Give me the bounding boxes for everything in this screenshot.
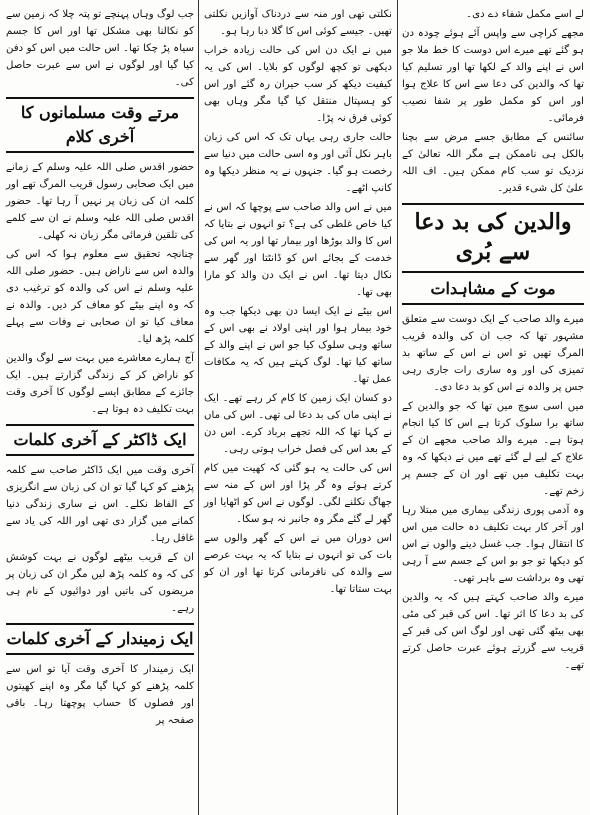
article-paragraph: مجھے کراچی سے واپس آئے ہوئے چودہ دن ہو گئے تھے میرے اس دوست کا خط ملا جو اس نے اپنے والد کے لکھا تھا اور تسلیم کیا تھا کہ والدین کی دعا سے اس کا علاج ہوا اور اس کو مکمل طور پر شفا نصیب فرمائی۔ <box>402 28 584 124</box>
section-headline: مرتے وقت مسلمانوں کا آخری کلام <box>20 103 180 146</box>
section-headline: ایک ڈاکٹر کے آخری کلمات <box>13 430 187 449</box>
article-paragraph: دو کسان ایک زمین کا کام کر رہے تھے۔ ایک نے اپنی ماں کی بد دعا لی تھی۔ اس کی ماں نے کہا تھا کہ اللہ تجھے برباد کرے۔ اس دن کے بعد اس کی فصل خراب ہوتی رہی۔ <box>204 393 392 455</box>
headline-box <box>6 97 194 153</box>
article-paragraph: میں نے اس والد صاحب سے پوچھا کہ اس نے کیا خاص غلطی کی ہے؟ تو انہوں نے بتایا کہ اس کا والد بوڑھا اور بیمار تھا اور یہ اس کی خدمت کے بجائے اس کو ڈانٹتا اور گھر سے نکال دیتا تھا۔ اس نے ایک دن والد کو مارا بھی تھا۔ <box>204 202 392 298</box>
article-paragraph: آج ہمارے معاشرے میں بہت سے لوگ والدین کو ناراض کر کے زندگی گزارتے ہیں۔ ایک جائزے کے مطابق ایسے لوگوں کا آخری وقت بہت تکلیف دہ ہوتا ہے۔ <box>6 353 194 415</box>
article-paragraph: میں نے ایک دن اس کی حالت زیادہ خراب دیکھی تو کچھ لوگوں کو بلایا۔ اس کی یہ کیفیت دیکھ کر سب حیران رہ گئے اور اس کو ہسپتال منتقل کیا گیا مگر وہاں بھی کوئی فرق نہ پڑا۔ <box>204 45 392 124</box>
article-paragraph: لے اسے مکمل شفاء دے دی۔ <box>466 9 584 20</box>
headline-box <box>6 623 194 655</box>
section-headline: موت کے مشاہدات <box>430 279 556 298</box>
column-divider <box>198 0 199 815</box>
article-paragraph: میں اسی سوچ میں تھا کہ جو والدین کے ساتھ برا سلوک کرتا ہے اس کا کیا انجام ہوتا ہے۔ میرے والد صاحب مجھے ان کے علاج کے لیے لے گئے تھے میں نے دیکھا کہ وہ بہت تکلیف میں تھے اور ان کے جسم پر زخم تھے۔ <box>402 401 584 497</box>
article-paragraph: ایک زمیندار کا آخری وقت آیا تو اس سے کلمہ پڑھنے کو کہا گیا مگر وہ اپنے کھیتوں اور فصلوں کا حساب پوچھتا رہا۔ باقی صفحہ پر <box>6 664 194 726</box>
article-paragraph: اس کی حالت یہ ہو گئی کہ کھیت میں کام کرتے ہوئے وہ گر پڑا اور اس کے منہ سے جھاگ نکلنے لگی۔ لوگوں نے اس کو اٹھایا اور گھر لے گئے مگر وہ جانبر نہ ہو سکا۔ <box>204 463 392 525</box>
article-paragraph: اس بیٹے نے ایک ایسا دن بھی دیکھا جب وہ خود بیمار ہوا اور اپنی اولاد نے بھی اس کے ساتھ وہی سلوک کیا جو اس نے اپنے والد کے ساتھ کیا تھا۔ لوگ کہتے ہیں کہ یہ مکافات عمل تھا۔ <box>204 306 392 385</box>
left-column <box>0 0 198 815</box>
article-paragraph: ان کے قریب بیٹھے لوگوں نے بہت کوشش کی کہ وہ کلمہ پڑھ لیں مگر ان کی زبان پر مریضوں کی باتیں اور دوائیوں کے نام ہی رہے۔ <box>6 552 194 614</box>
article-paragraph: چنانچہ تحقیق سے معلوم ہوا کہ اس کی والدہ اس سے ناراض ہیں۔ حضور صلی اللہ علیہ وسلم نے اس کی والدہ کو ترغیب دی کہ وہ اپنے بیٹے کو معاف کر دیں۔ والدہ نے معاف کیا تو ان صحابی نے وفات سے پہلے کلمہ پڑھ لیا۔ <box>6 249 194 345</box>
headline-divider <box>402 271 584 273</box>
article-paragraph: حالت جاری رہی یہاں تک کہ اس کی زبان باہر نکل آئی اور وہ اسی حالت میں دنیا سے رخصت ہو گیا۔ جنہوں نے یہ منظر دیکھا وہ کانپ اٹھے۔ <box>204 132 392 194</box>
right-column <box>398 0 590 815</box>
article-paragraph: میرے والد صاحب کہتے ہیں کہ یہ والدین کی بد دعا کا اثر تھا۔ اس کی قبر کی مٹی بھی بیٹھ گئی تھی اور لوگ اس کی قبر کے قریب سے گزرتے ہوئے عبرت حاصل کرتے تھے۔ <box>402 592 584 671</box>
middle-column <box>200 0 396 815</box>
article-paragraph: نکلتی تھی اور منہ سے دردناک آوازیں نکلتی تھیں۔ جیسے کوئی اس کا گلا دبا رہا ہو۔ <box>204 9 392 37</box>
headline-box <box>402 203 584 305</box>
article-paragraph: آخری وقت میں ایک ڈاکٹر صاحب سے کلمہ پڑھنے کو کہا گیا تو ان کی زبان سے انگریزی کے الفاظ نکلے۔ اس نے ساری زندگی دنیا کمانے میں گزار دی تھی اور اللہ کی یاد سے غافل رہا۔ <box>6 465 194 544</box>
article-paragraph: حضور اقدس صلی اللہ علیہ وسلم کے زمانے میں ایک صحابی رسول قریب المرگ تھے اور کلمہ ان کی زبان پر نہیں آ رہا تھا۔ حضور اقدس صلی اللہ علیہ وسلم نے ان سے کلمے کی تلقین فرمائی مگر زبان نہ کھلی۔ <box>6 162 194 241</box>
article-paragraph: جب لوگ وہاں پہنچے تو پتہ چلا کہ زمین سے کو نکالنا بھی مشکل تھا اور اس کا جسم سیاہ پڑ چکا تھا۔ اس حالت میں اس کو دفن کیا گیا اور لوگوں نے اس سے عبرت حاصل کی۔ <box>6 9 194 88</box>
article-paragraph: اس دوران میں نے اس کے گھر والوں سے بات کی تو انہوں نے بتایا کہ یہ بہت عرصے سے والدہ کی نافرمانی کرتا تھا اور ان کو بہت ستاتا تھا۔ <box>204 533 392 595</box>
article-paragraph: سائنس کے مطابق جسے مرض سے بچنا بالکل ہی ناممکن ہے مگر اللہ تعالیٰ کے نزدیک تو سب کام ممکن ہیں۔ اف اللہ علیٰ کل شیء قدیر۔ <box>402 132 584 194</box>
headline-box <box>6 424 194 456</box>
section-headline: ایک زمیندار کے آخری کلمات <box>6 629 194 648</box>
section-headline: والدین کی بد دعا سے بُری <box>414 209 572 265</box>
article-paragraph: وہ آدمی پوری زندگی بیماری میں مبتلا رہا اور آخر کار بہت تکلیف دہ حالت میں اس کا انتقال ہوا۔ جب غسل دینے والوں نے اس کو دیکھا تو جو بو اس کے جسم سے آ رہی تھی وہ برداشت سے باہر تھی۔ <box>402 505 584 584</box>
article-paragraph: میرے والد صاحب کے ایک دوست سے متعلق مشہور تھا کہ جب ان کی والدہ قریب المرگ تھیں تو اس نے اس کے ساتھ بد تمیزی کی اور وہ ساری رات جاری رہی جس پر والدہ نے اس کو بد دعا دی۔ <box>402 314 584 393</box>
